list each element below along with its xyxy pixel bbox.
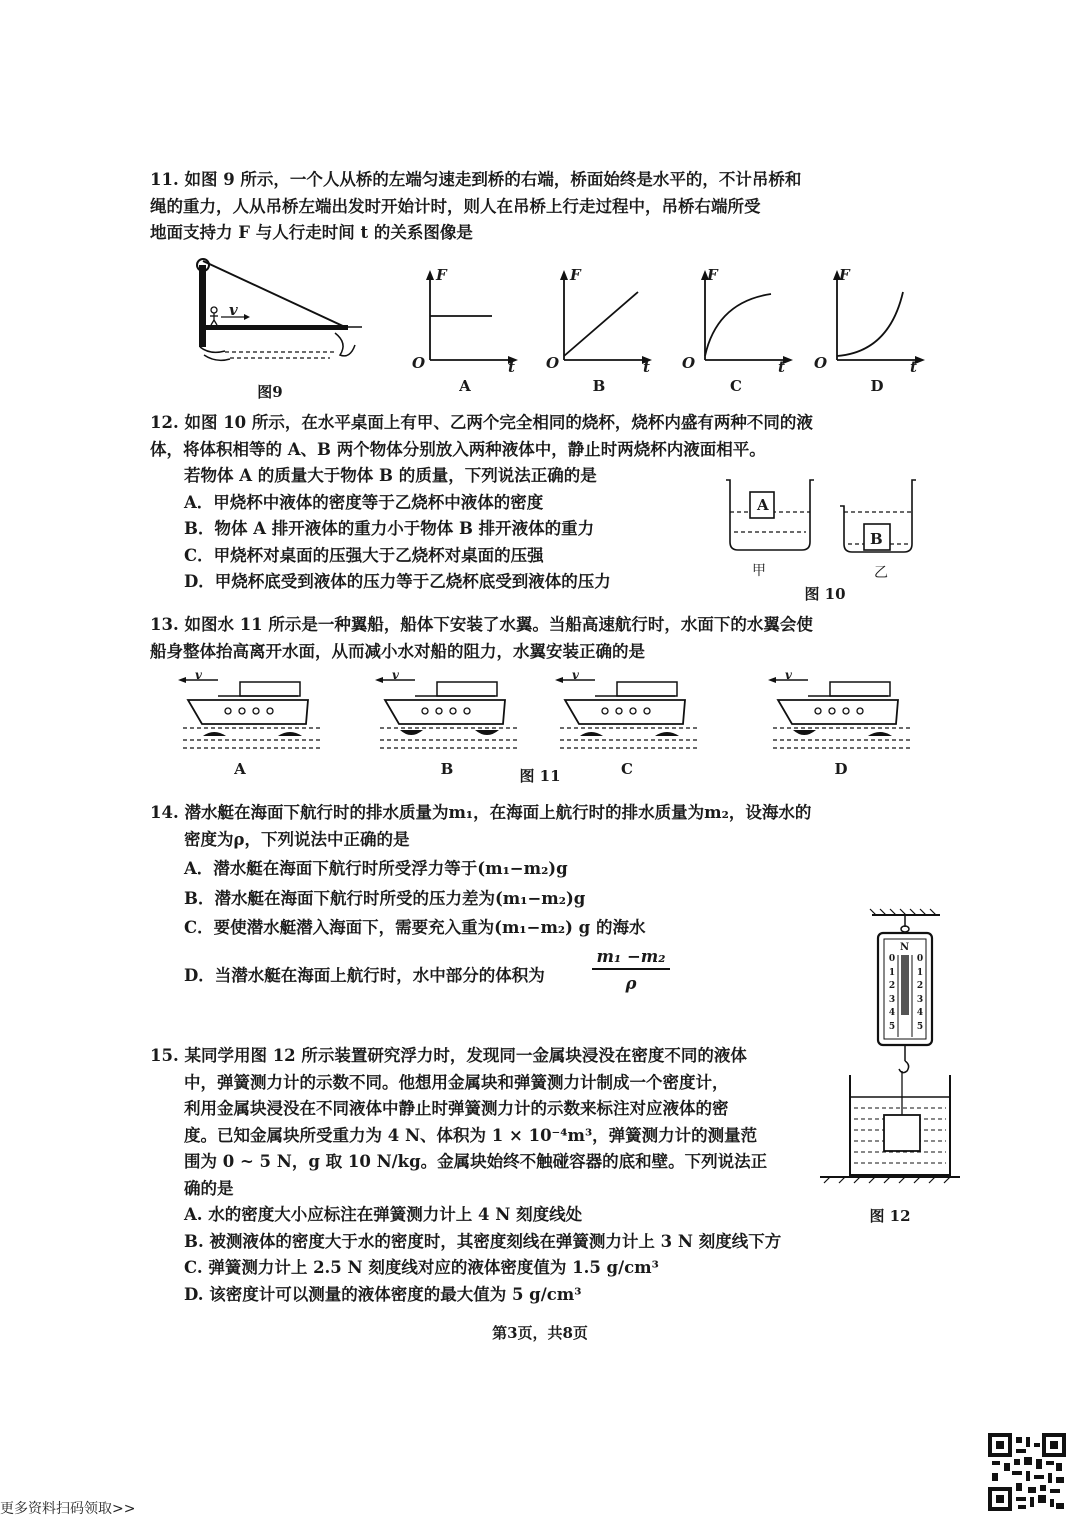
scale-unit-label: N [900, 942, 910, 953]
graph-c-y-label: F [707, 266, 718, 284]
graph-d-letter: D [870, 377, 884, 395]
boat-d-letter: D [834, 760, 848, 778]
graph-b [544, 268, 654, 373]
scale-tick: 2 [888, 981, 896, 991]
q12-option-c: C．甲烧杯对桌面的压强大于乙烧杯对桌面的压强 [184, 545, 544, 565]
q15-option-c: C. 弹簧测力计上 2.5 N 刻度线对应的液体密度值为 1.5 g/cm³ [184, 1258, 659, 1277]
boat-d [768, 670, 918, 755]
q14-option-a: A．潜水艇在海面下航行时所受浮力等于(m₁−m₂)g [184, 859, 568, 878]
scale-tick: 1 [916, 967, 924, 978]
scale-tick: 2 [916, 981, 924, 991]
boat-b [375, 670, 525, 755]
graph-a-x-label: t [508, 358, 515, 376]
q14-option-b: B．潜水艇在海面下航行时所受的压力差为(m₁−m₂)g [184, 888, 586, 908]
graph-b-x-label: t [643, 358, 650, 376]
q14-fraction-numerator: m₁ −m₂ [592, 946, 670, 970]
page-number: 第3页，共8页 [492, 1324, 588, 1342]
boat-c [555, 670, 705, 755]
boat-d-velocity: v [785, 668, 792, 682]
q13-line-2: 船身整体抬高离开水面，从而减小水对船的阻力，水翼安装正确的是 [150, 641, 645, 661]
graph-a [410, 268, 520, 373]
scale-tick: 4 [916, 1008, 924, 1018]
scale-tick: 0 [916, 954, 924, 964]
q14-fraction-denominator: ρ [625, 974, 637, 993]
graph-d-origin: O [814, 354, 828, 372]
q13-line-1: 13. 如图水 11 所示是一种翼船，船体下安装了水翼。当船高速航行时，水面下的水翼会使 [150, 615, 813, 634]
boat-a [178, 670, 328, 755]
q12-option-b: B．物体 A 排开液体的重力小于物体 B 排开液体的重力 [184, 519, 595, 538]
boat-b-velocity: v [392, 668, 399, 682]
boat-c-letter: C [621, 760, 633, 778]
boat-a-letter: A [234, 760, 246, 778]
q12-line-2: 体，将体积相等的 A、B 两个物体分别放入两种液体中，静止时两烧杯内液面相平。 [150, 439, 766, 459]
graph-c-x-label: t [778, 358, 785, 376]
scale-tick: 5 [888, 1021, 896, 1032]
q14-line-1: 14. 潜水艇在海面下航行时的排水质量为m₁，在海面上航行时的排水质量为m₂，设海水的 [150, 803, 812, 822]
q15-line-3: 利用金属块浸没在不同液体中静止时弹簧测力计的示数来标注对应液体的密 [184, 1099, 729, 1118]
graph-b-letter: B [592, 377, 606, 395]
boat-c-velocity: v [572, 668, 579, 682]
q12-option-d: D．甲烧杯底受到液体的压力等于乙烧杯底受到液体的压力 [184, 572, 611, 591]
q12-line-1: 12. 如图 10 所示，在水平桌面上有甲、乙两个完全相同的烧杯，烧杯内盛有两种不同的液 [150, 413, 813, 432]
q12-option-a: A．甲烧杯中液体的密度等于乙烧杯中液体的密度 [184, 492, 544, 512]
q15-option-a: A. 水的密度大小应标注在弹簧测力计上 4 N 刻度线处 [184, 1205, 583, 1224]
q11-line-3: 地面支持力 F 与人行走时间 t 的关系图像是 [150, 223, 473, 242]
fig9-caption: 图9 [257, 383, 283, 401]
scale-ticks-right [915, 953, 925, 1034]
fig11-caption: 图 11 [519, 767, 561, 785]
graph-c-letter: C [730, 377, 742, 395]
question-11 [150, 167, 890, 247]
boat-b-letter: B [440, 760, 454, 778]
graph-b-origin: O [546, 354, 560, 372]
scale-tick: 3 [888, 994, 896, 1005]
scale-ticks-left [887, 953, 897, 1034]
q15-line-5: 围为 0 ~ 5 N，g 取 10 N/kg。金属块始终不触碰容器的底和壁。下列说法正 [184, 1152, 768, 1171]
figure-12-spring-scale [820, 905, 965, 1185]
q11-line-2: 绳的重力，人从吊桥左端出发时开始计时，则人在吊桥上行走过程中，吊桥右端所受 [150, 196, 761, 216]
beaker-jia-label: 甲 [752, 563, 766, 579]
q15-option-b: B. 被测液体的密度大于水的密度时，其密度刻线在弹簧测力计上 3 N 刻度线下方 [184, 1231, 782, 1251]
beaker-b-object-label: B [870, 530, 883, 548]
beaker-a-object-label: A [757, 496, 769, 514]
q14-option-d: D．当潜水艇在海面上航行时，水中部分的体积为 [184, 966, 545, 985]
fig9-velocity-label: v [229, 301, 238, 319]
q12-line-3: 若物体 A 的质量大于物体 B 的质量，下列说法正确的是 [184, 466, 597, 485]
scale-tick: 3 [916, 994, 924, 1005]
fig10-caption: 图 10 [804, 585, 846, 603]
question-15 [150, 1043, 810, 1308]
figure-9-drawbridge [190, 255, 370, 380]
q11-line-1: 11. 如图 9 所示，一个人从桥的左端匀速走到桥的右端，桥面始终是水平的，不计吊桥和 [150, 170, 802, 189]
q15-option-d: D. 该密度计可以测量的液体密度的最大值为 5 g/cm³ [184, 1284, 582, 1304]
graph-d-x-label: t [910, 358, 917, 376]
q14-option-c: C．要使潜水艇潜入海面下，需要充入重为(m₁−m₂) g 的海水 [184, 918, 646, 937]
graph-a-letter: A [459, 377, 471, 395]
graph-d-y-label: F [839, 266, 850, 284]
question-14 [150, 800, 890, 942]
q15-line-1: 15. 某同学用图 12 所示装置研究浮力时，发现同一金属块浸没在密度不同的液体 [150, 1046, 747, 1065]
graph-b-y-label: F [570, 266, 581, 284]
q15-line-2: 中，弹簧测力计的示数不同。他想用金属块和弹簧测力计制成一个密度计， [184, 1072, 729, 1092]
beaker-yi-label: 乙 [874, 565, 888, 581]
q15-line-6: 确的是 [184, 1178, 234, 1198]
promo-link[interactable]: 更多资料扫码领取>> [0, 1501, 136, 1517]
scale-tick: 5 [916, 1021, 924, 1032]
boat-a-velocity: v [195, 668, 202, 682]
q14-line-2: 密度为ρ，下列说法中正确的是 [184, 829, 410, 849]
graph-a-y-label: F [436, 266, 447, 284]
scale-tick: 0 [888, 954, 896, 964]
qr-code-icon[interactable] [988, 1433, 1066, 1511]
graph-a-origin: O [412, 354, 426, 372]
scale-tick: 1 [888, 967, 896, 978]
question-13 [150, 612, 890, 665]
fig12-caption: 图 12 [869, 1207, 911, 1225]
scale-tick: 4 [888, 1008, 896, 1018]
q15-line-4: 度。已知金属块所受重力为 4 N、体积为 1 × 10⁻⁴m³，弹簧测力计的测量范 [184, 1125, 758, 1145]
graph-c-origin: O [682, 354, 696, 372]
